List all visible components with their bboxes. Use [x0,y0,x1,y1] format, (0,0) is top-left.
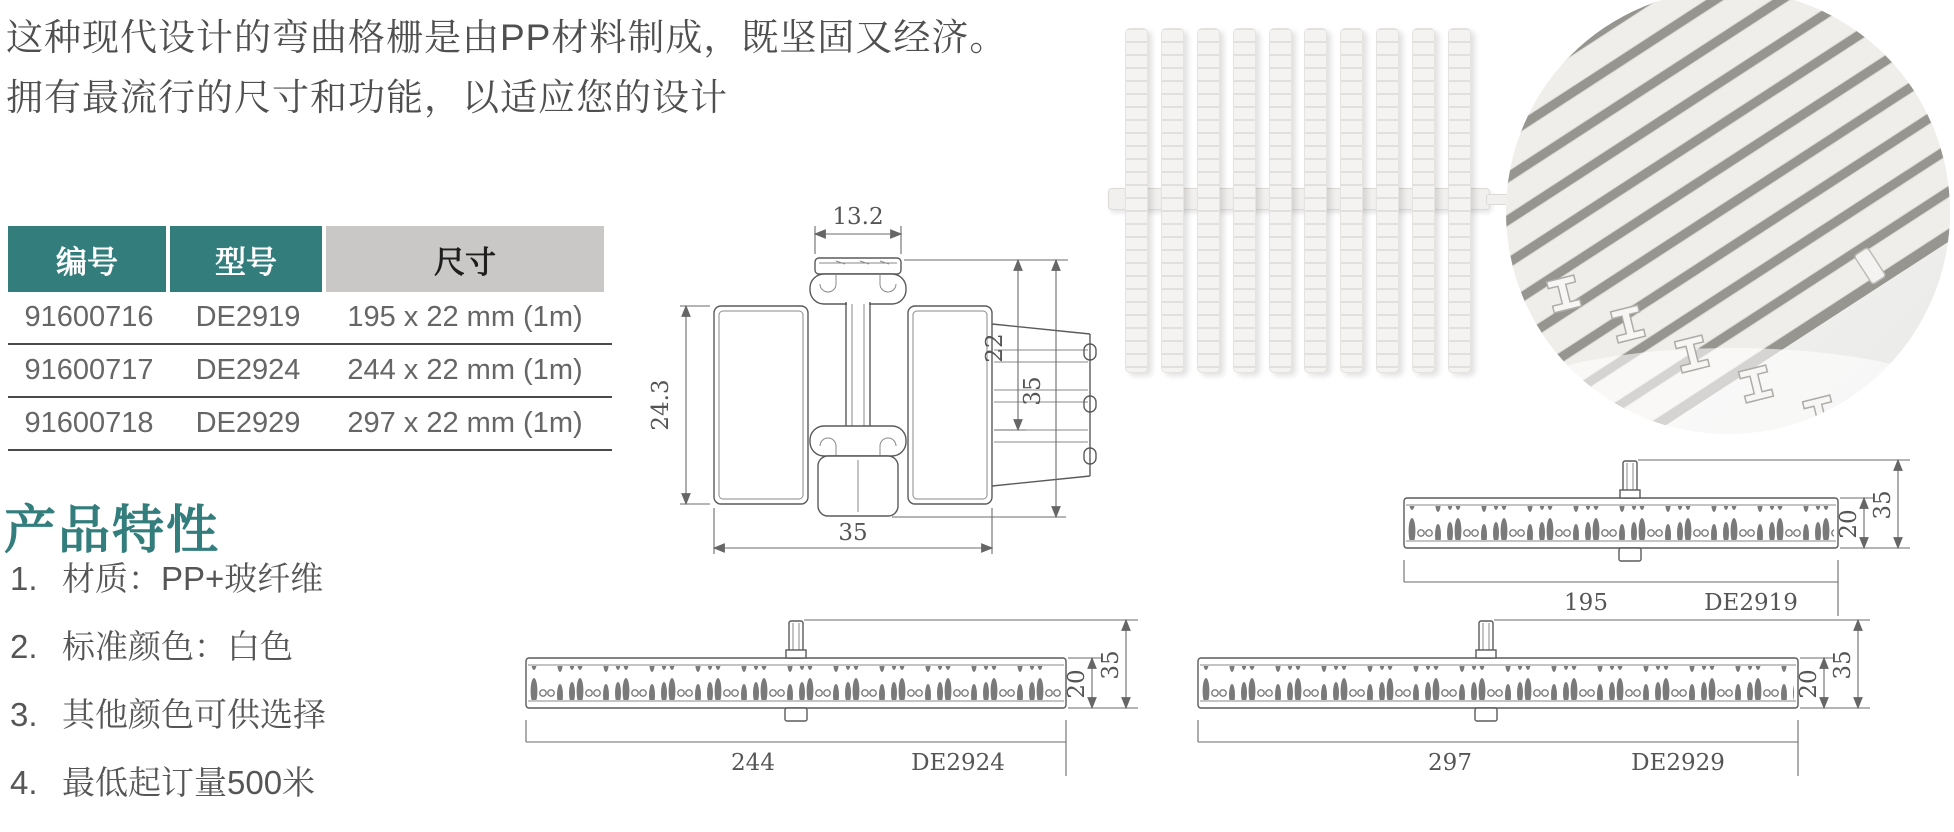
cell-model: DE2924 [195,354,301,386]
feature-text: 材质：PP+玻纤维 [62,560,324,597]
cross-section-drawing [622,198,1112,573]
cell-size: 297 x 22 mm (1m) [347,407,583,439]
feature-number: 4. [10,764,38,801]
cell-model: DE2919 [195,301,301,333]
dim-label-total-height: 35 [1098,650,1124,680]
features-title: 产品特性 [4,502,221,560]
table-row [8,292,612,345]
profile-drawing-svg [1398,448,1916,618]
feature-item [10,628,326,666]
dim-label-bar-height: 20 [1836,509,1862,539]
cell-size: 195 x 22 mm (1m) [347,301,583,333]
dim-label-left: 24.3 [648,379,674,431]
cell-size: 244 x 22 mm (1m) [347,354,583,386]
grating-slat [1304,28,1327,373]
grating-slats [1125,28,1471,373]
cell-part-number: 91600718 [24,407,154,439]
profile-drawing-svg [520,608,1144,778]
feature-number: 3. [10,696,38,733]
cell-part-number: 91600717 [24,354,154,386]
grating-slat [1125,28,1148,373]
product-photo [1108,28,1518,373]
feature-text: 其他颜色可供选择 [62,696,326,733]
grating-slat [1376,28,1399,373]
model-label: DE2924 [911,750,1005,776]
header-size: 尺寸 [326,226,604,292]
profile-drawing-de2929 [1192,608,1876,783]
length-label: 244 [731,750,775,776]
feature-text: 标准颜色：白色 [62,628,293,665]
dim-label-top: 13.2 [832,204,884,230]
header-model: 型号 [170,226,326,292]
features-list [10,560,326,832]
feature-item [10,560,326,598]
grating-slat [1340,28,1363,373]
dim-label-right-outer: 35 [1020,376,1046,406]
feature-text: 最低起订量500米 [62,764,316,801]
table-row [8,398,612,451]
dim-label-total-height: 35 [1870,490,1896,520]
intro-text [6,8,1106,128]
grating-slat [1233,28,1256,373]
model-label: DE2919 [1704,590,1798,616]
dim-label-bar-height: 20 [1796,669,1822,699]
feature-item [10,696,326,734]
intro-line-2: 拥有最流行的尺寸和功能，以适应您的设计 [6,77,728,118]
model-label: DE2929 [1631,750,1725,776]
feature-number: 1. [10,560,38,597]
cell-model: DE2929 [195,407,301,439]
feature-item [10,764,326,802]
dim-label-total-height: 35 [1830,650,1856,680]
grating-slat [1161,28,1184,373]
cell-part-number: 91600716 [24,301,154,333]
profile-drawing-de2924 [520,608,1144,783]
table-row [8,345,612,398]
profile-drawing-de2919 [1398,448,1916,623]
grating-slat [1197,28,1220,373]
grating-slat [1448,28,1471,373]
grating-slat [1269,28,1292,373]
spec-table-header [8,226,612,292]
length-label: 297 [1428,750,1472,776]
header-part-number: 编号 [8,226,170,292]
profile-drawing-svg [1192,608,1876,778]
dim-label-bottom: 35 [838,520,868,546]
dim-label-right-inner: 22 [982,333,1008,363]
length-label: 195 [1564,590,1608,616]
dim-label-bar-height: 20 [1064,669,1090,699]
intro-line-1: 这种现代设计的弯曲格栅是由PP材料制成，既坚固又经济。 [6,17,1008,58]
grating-slat [1412,28,1435,373]
spec-table [8,226,612,451]
feature-number: 2. [10,628,38,665]
closeup-photo [1502,0,1954,438]
